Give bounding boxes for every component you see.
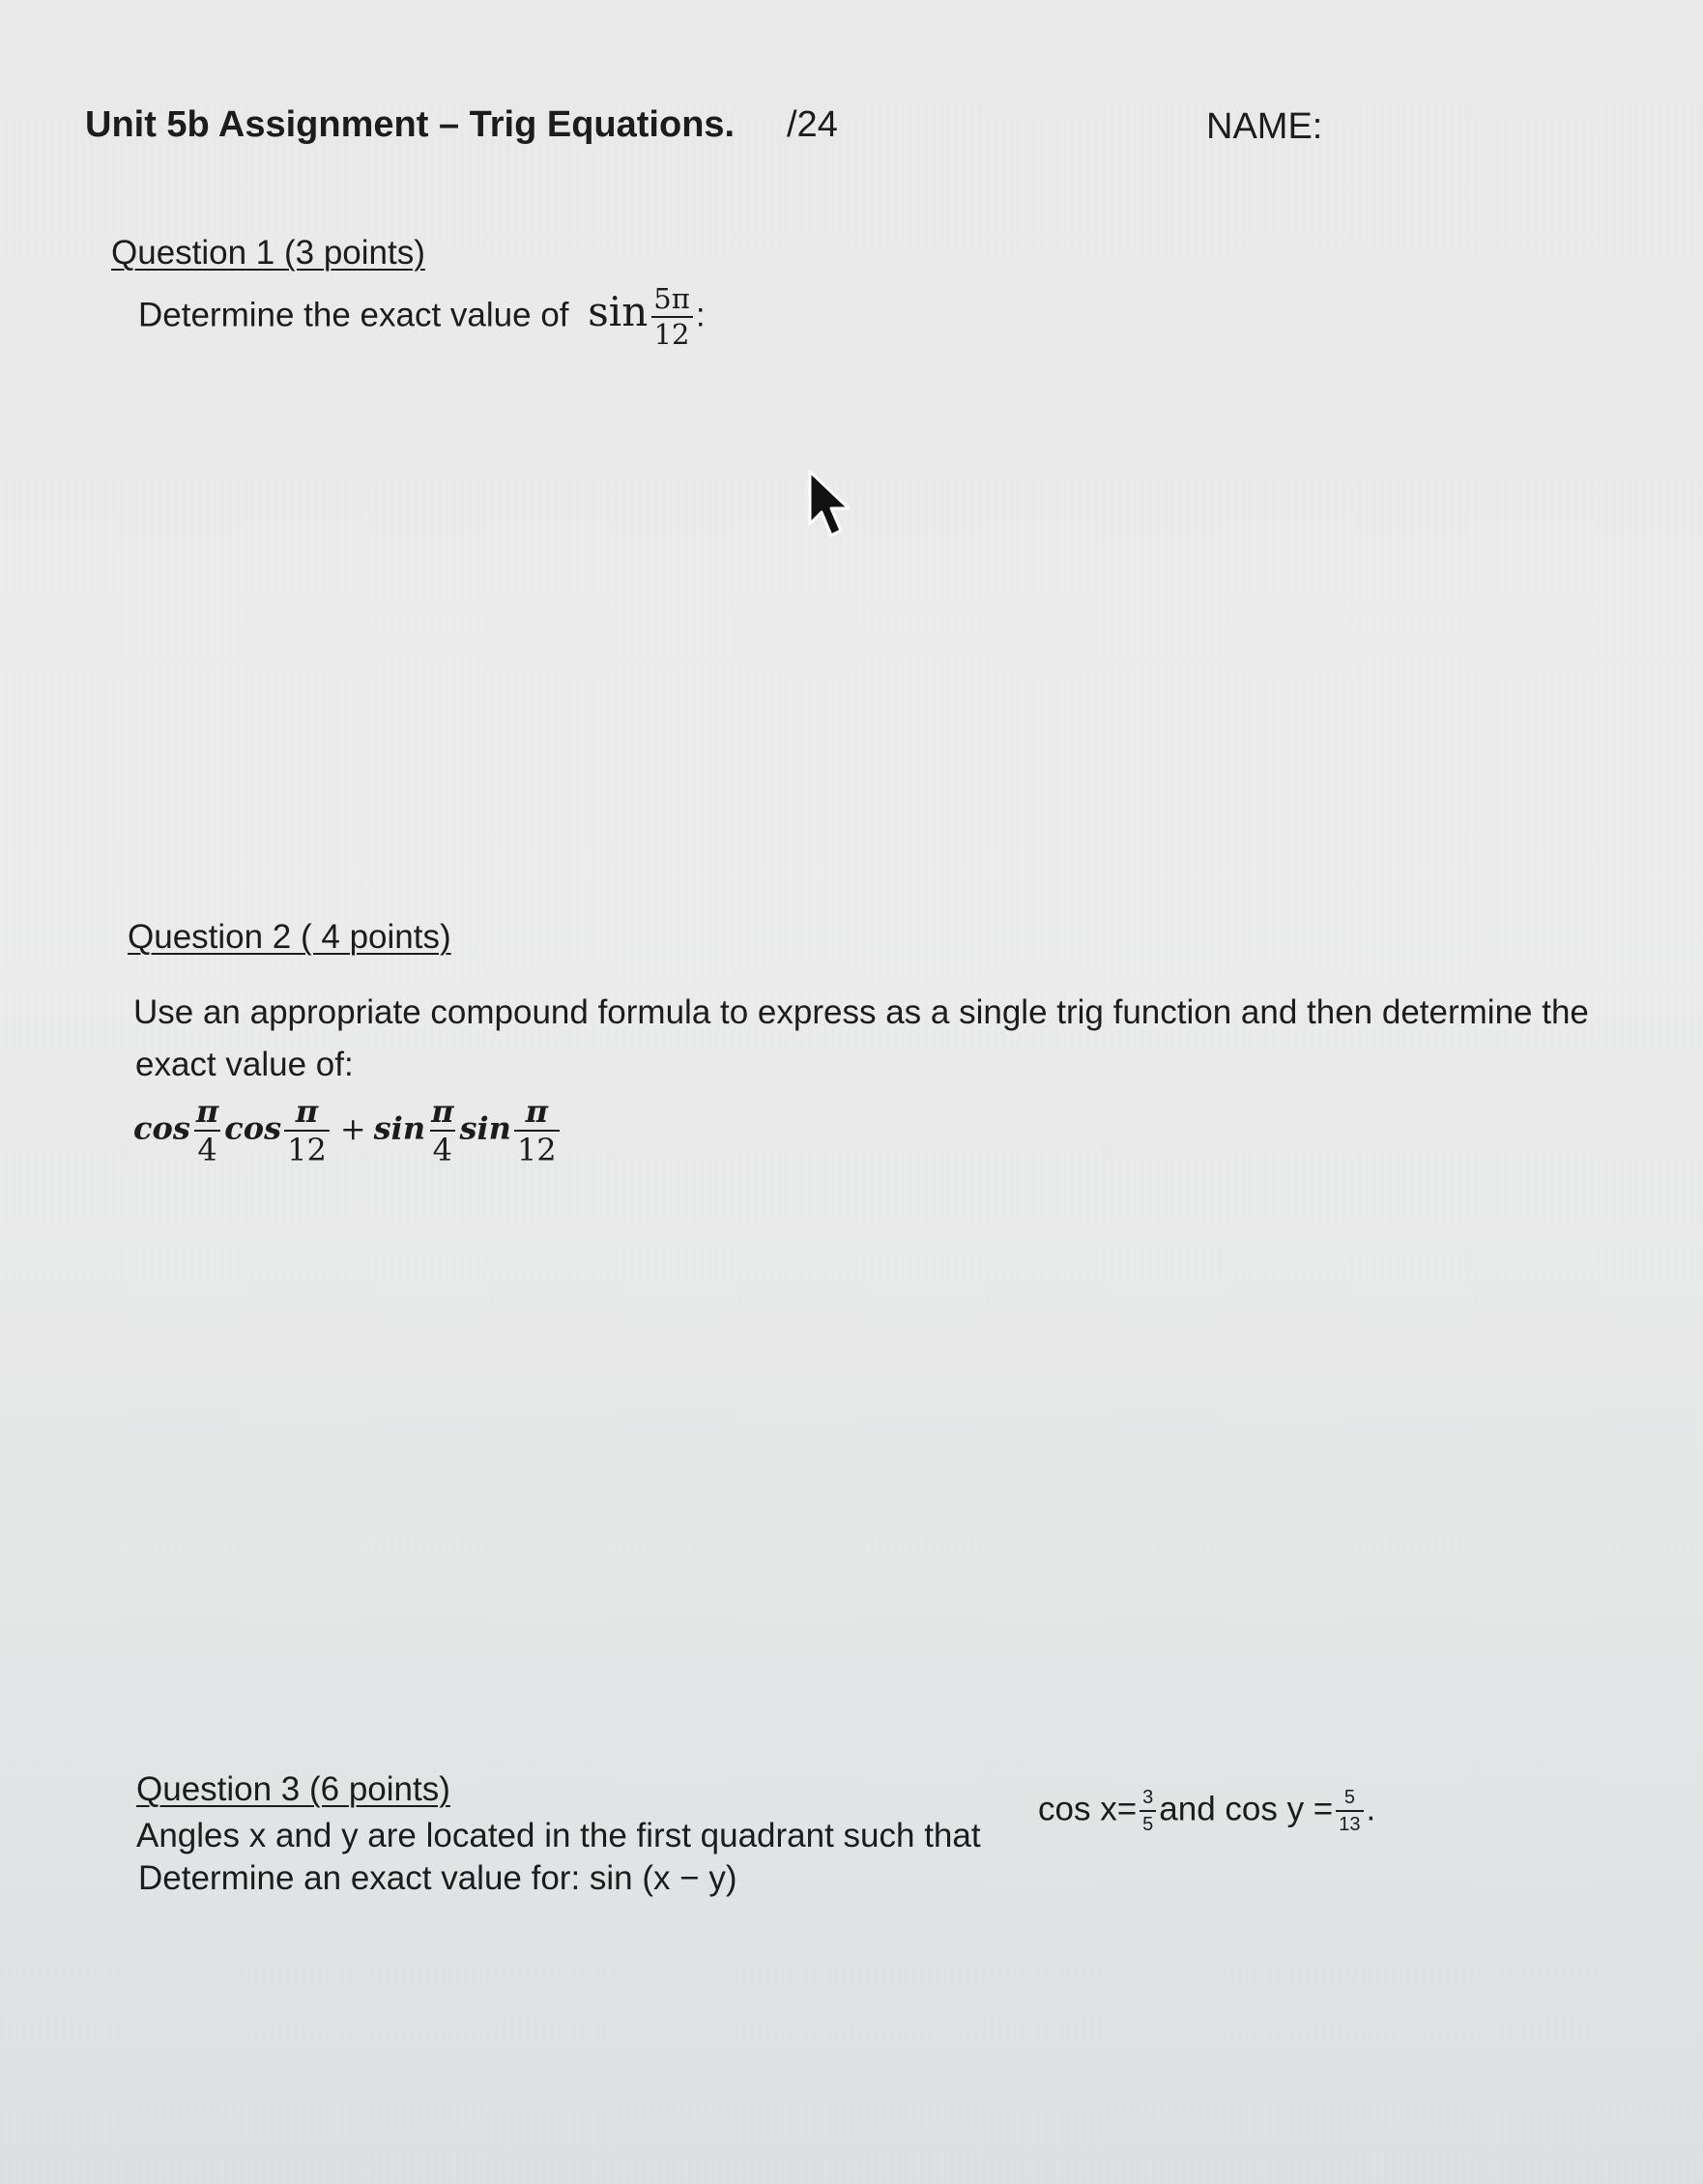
fraction-numerator: 3 <box>1142 1787 1154 1808</box>
expr-term-3-fraction <box>428 1093 456 1168</box>
fraction-numerator: π <box>431 1093 454 1130</box>
expr-term-3-fn: sin <box>373 1109 426 1147</box>
expr-term-1-fn: cos <box>133 1109 190 1147</box>
question-2-expression <box>133 1093 563 1168</box>
fraction-numerator: 5π <box>653 282 690 315</box>
fraction-numerator: π <box>525 1093 548 1130</box>
fraction-numerator: π <box>195 1093 219 1130</box>
cos-x-fraction <box>1140 1788 1156 1834</box>
expr-term-2-fn: cos <box>224 1109 282 1147</box>
question-1-fraction <box>650 282 693 351</box>
question-1-text: Determine the exact value of <box>138 296 569 334</box>
question-3-heading: Question 3 (6 points) <box>136 1770 450 1808</box>
question-3-period: . <box>1366 1790 1376 1828</box>
assignment-title: Unit 5b Assignment – Trig Equations. <box>85 104 736 145</box>
cos-y-fraction <box>1336 1788 1363 1834</box>
expr-term-4-fn: sin <box>459 1109 511 1147</box>
name-label: NAME: <box>1206 106 1323 147</box>
fraction-denominator: 13 <box>1336 1810 1363 1834</box>
question-3-conditions <box>1038 1788 1375 1834</box>
question-1-colon: : <box>695 296 706 334</box>
question-1-prompt <box>138 282 706 351</box>
cos-x-label: cos x= <box>1038 1790 1138 1828</box>
fraction-denominator: 4 <box>194 1130 219 1165</box>
question-3-line-1: Angles x and y are located in the first quadrant such that <box>136 1817 981 1854</box>
mouse-pointer-icon <box>808 470 856 547</box>
expr-term-1-fraction <box>193 1093 221 1168</box>
question-2-heading: Question 2 ( 4 points) <box>128 918 451 956</box>
question-3-line-2: Determine an exact value for: sin (x − y) <box>138 1859 737 1897</box>
fraction-denominator: 12 <box>651 316 693 349</box>
fraction-denominator: 4 <box>430 1130 455 1165</box>
and-cos-y-label: and cos y = <box>1159 1790 1334 1828</box>
fraction-denominator: 5 <box>1140 1810 1156 1834</box>
question-2-line-2: exact value of: <box>135 1046 354 1083</box>
expr-term-2-fraction <box>284 1093 330 1168</box>
total-score: /24 <box>787 104 838 145</box>
fraction-denominator: 12 <box>514 1130 560 1165</box>
expr-plus: + <box>339 1109 366 1147</box>
fraction-denominator: 12 <box>284 1130 330 1165</box>
fraction-numerator: π <box>295 1093 319 1130</box>
question-1-fn: sin <box>588 288 649 336</box>
expr-term-4-fraction <box>514 1093 560 1168</box>
fraction-numerator: 5 <box>1343 1787 1355 1808</box>
question-1-heading: Question 1 (3 points) <box>111 234 425 272</box>
question-2-line-1: Use an appropriate compound formula to express as a single trig function and then determine the <box>133 993 1589 1031</box>
